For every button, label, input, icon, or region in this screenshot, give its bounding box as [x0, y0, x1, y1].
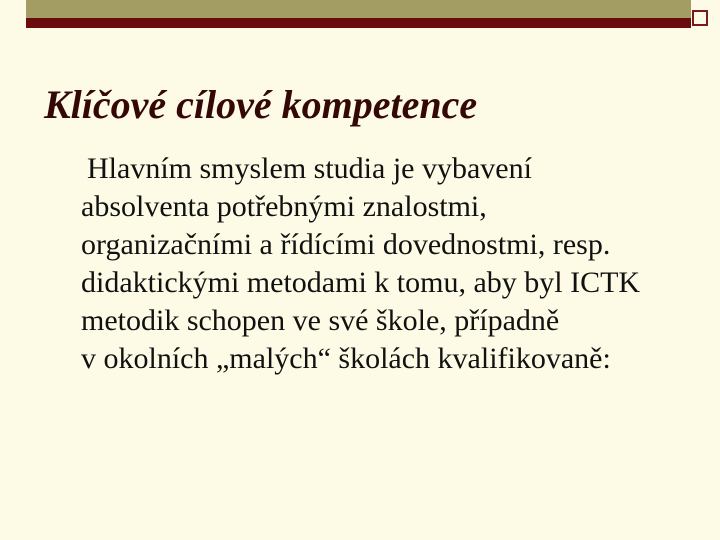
header-bar-olive [26, 0, 691, 18]
body-line: Hlavním smyslem studia je vybavení [87, 152, 532, 185]
body-line: didaktickými metodami k tomu, aby byl ICTK [81, 266, 641, 299]
slide-title: Klíčové cílové kompetence [44, 82, 478, 127]
body-line: organizačními a řídícími dovednostmi, resp. [81, 228, 611, 261]
body-line: absolventa potřebnými znalostmi, [81, 190, 487, 223]
body-line: metodik schopen ve své škole, případně [81, 304, 560, 337]
corner-square-icon [692, 10, 708, 26]
header-bar-maroon [26, 18, 691, 28]
body-line: v okolních „malých“ školách kvalifikovaně: [81, 342, 611, 375]
